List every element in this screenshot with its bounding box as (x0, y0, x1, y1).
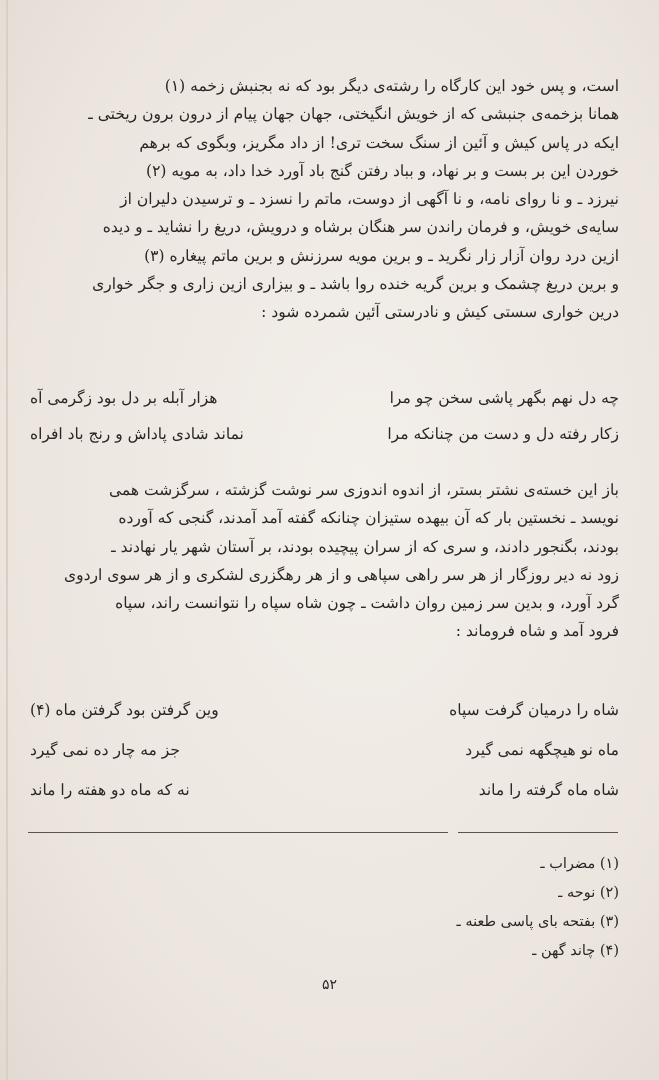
page-edge (6, 0, 8, 1080)
verse-hemistich-left: نماند شادی پاداش و رنج باد افراه (30, 425, 244, 443)
text-line: و برین دریغ چشمک و برین گریه خنده روا باشد ـ و بیزاری ازین زاری و جگر خواری (92, 275, 619, 294)
verse-couplet (30, 690, 619, 730)
verse-hemistich-left: نه که ماه دو هفته را ماند (30, 781, 190, 799)
footnote-divider (458, 832, 618, 833)
verse-hemistich-left: جز مه چار ده نمی گیرد (30, 741, 180, 759)
footnote: (۴) چاند گهن ـ (532, 943, 619, 959)
verse-hemistich-right: زکار رفته دل و دست من چنانکه مرا (387, 425, 619, 443)
text-line: همانا بزخمه‌ی جنبشی که از خویش انگیختی، جهان جهان پیام از درون برون ریختی ـ (88, 105, 619, 124)
verse-hemistich-left: هزار آبله بر دل بود زگرمی آه (30, 389, 218, 407)
paragraph-1 (30, 72, 619, 327)
footnote-divider (28, 832, 448, 833)
verse-block-2 (30, 690, 619, 810)
text-line: باز این خسته‌ی نشتر بستر، از اندوه اندوزی سر نوشت گزشته ، سرگزشت همی (109, 481, 619, 499)
text-line: گرد آورد، و بدین سر زمین روان داشت ـ چون شاه سپاه را نتوانست راند، سپاه (115, 594, 619, 613)
verse-couplet (30, 770, 619, 810)
footnote: (۳) بفتحه بای پاسی طعنه ـ (456, 914, 619, 930)
text-line: نویسد ـ نخستین بار که آن بیهده ستیزان چنانکه گفته آمد آمدند، گنجی که آورده (118, 509, 619, 528)
text-line: زود نه دیر روزگار از هر سر راهی سپاهی و از هر رهگزری لشکری و از هر سوی اردوی (63, 565, 619, 584)
text-line: نیرزد ـ و نا روای نامه، و نا آگهی از دوست، ماتم را نسزد ـ و ترسیدن دلیران از (120, 190, 619, 209)
text-line: ازین درد روان آزار زار نگرید ـ و برین مویه سرزنش و برین ماتم پیغاره (۳) (144, 246, 619, 265)
text-line: سایه‌ی خویش، و فرمان راندن سر هنگان برشاه و درویش، دریغ را نشاید ـ و دیده (102, 218, 619, 237)
verse-hemistich-right: چه دل نهم بگهر پاشی سخن چو مرا (389, 389, 619, 407)
footnote: (۲) نوحه ـ (558, 885, 619, 901)
text-line: خوردن این بر بست و بر نهاد، و بباد رفتن گنج باد آورد خدا داد، به مویه (۲) (146, 161, 619, 180)
footnote: (۱) مضراب ـ (540, 856, 619, 872)
text-line: ایکه در پاس کیش و آئین از سنگ سخت تری! از داد مگریز، وبگوی که برهم (139, 133, 619, 152)
text-line: بودند، بگنجور دادند، و سری که از سران پیچیده بودند، بر آستان شهر یار نهادند ـ (111, 537, 619, 556)
text-line: درین خواری سستی کیش و نادرستی آئین شمرده شود : (261, 303, 619, 322)
paragraph-2 (30, 476, 619, 646)
verse-couplet (30, 416, 619, 452)
footnotes (219, 850, 619, 966)
verse-block-1 (30, 380, 619, 452)
text-line: فرود آمد و شاه فروماند : (455, 622, 619, 641)
verse-hemistich-left: وین گرفتن بود گرفتن ماه (۴) (30, 701, 219, 719)
page-number: ۵۲ (321, 977, 338, 993)
verse-hemistich-right: ماه نو هیچگهه نمی گیرد (465, 741, 619, 759)
verse-hemistich-right: شاه را درمیان گرفت سپاه (449, 701, 619, 719)
verse-couplet (30, 380, 619, 416)
verse-couplet (30, 730, 619, 770)
text-line: است، و پس خود این کارگاه را رشته‌ی دیگر بود که نه بجنبش زخمه (۱) (164, 77, 619, 95)
verse-hemistich-right: شاه ماه گرفته را ماند (478, 781, 619, 799)
